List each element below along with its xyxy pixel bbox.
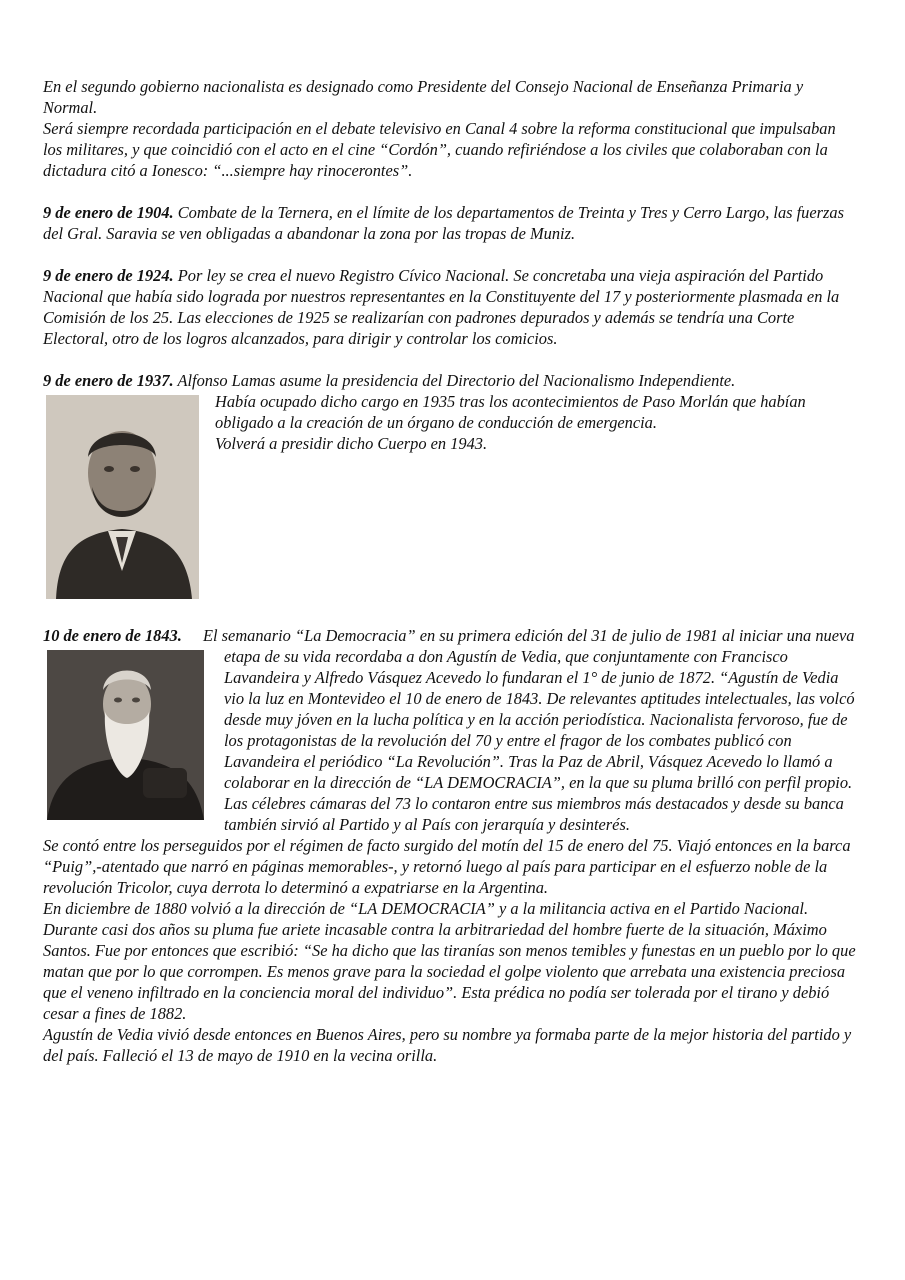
entry-text: Combate de la Ternera, en el límite de los departamentos de Treinta y Tres y Cerro Largo, las fuerzas del Gral. Saravia se ven obligadas a abandonar la zona por las tropas de Muniz. xyxy=(43,203,844,243)
entry-1843-paragraph-4: Agustín de Vedia vivió desde entonces en Buenos Aires, pero su nombre ya formaba parte de la mejor historia del partido y del país. Falleció el 13 de mayo de 1910 en la vecina orilla. xyxy=(43,1025,852,1065)
entry-1843-paragraph-3: En diciembre de 1880 volvió a la dirección de “LA DEMOCRACIA” y a la militancia activa en el Partido Nacional. Durante casi dos años su pluma fue ariete incasable contra la arbitrariedad del hombre fuerte de la situación, Máximo Santos. Fue por entonces que escribió: “Se ha dicho que las tiranías son menos temibles y funestas en un pueblo por lo que matan que por lo que corrompen. Es menos grave para la sociedad el golpe violento que arrebata una existencia preciosa que el veneno infiltrado en la conciencia moral del individuo”. Esta prédica no podía ser tolerada por el tirano y debió cesar a fines de 1882. xyxy=(43,899,856,1023)
intro-paragraph-1: En el segundo gobierno nacionalista es designado como Presidente del Consejo Nacional de Enseñanza Primaria y Normal. xyxy=(43,77,804,117)
entry-1937 xyxy=(43,370,858,391)
entry-date: 9 de enero de 1924. xyxy=(43,266,174,285)
entry-date: 9 de enero de 1904. xyxy=(43,203,174,222)
entry-text: Alfonso Lamas asume la presidencia del Directorio del Nacionalismo Independiente. xyxy=(173,371,736,390)
portrait-photo-vedia xyxy=(47,650,204,820)
portrait-photo-lamas xyxy=(46,395,199,599)
entry-1843-text: El semanario “La Democracia” en su primera edición del 31 de julio de 1981 al iniciar una nueva etapa de su vida recordaba a don Agustín de Vedia, que conjuntamente con Francisco Lavandeira y Alfredo Vásquez Acevedo lo fundaran el 1° de junio de 1872. “Agustín de Vedia vio la luz en Montevideo el 10 de enero de 1843. De relevantes aptitudes intelectuales, las volcó desde muy jóven en la lucha política y en la acción periodística. Nacionalista fervoroso, fue de los protagonistas de la revolución del 70 y entre el fragor de los combates publicó con Lavandeira el periódico “La Revolución”. Tras la Paz de Abril, Vásquez Acevedo lo llamó a colaborar en la dirección de “LA DEMOCRACIA”, en la que su pluma brilló con perfil propio. Las célebres cámaras del 73 lo contaron entre sus miembros más destacados y desde su banca también sirvió al Partido y al País con jerarquía y desinterés. xyxy=(203,626,855,834)
entry-1904 xyxy=(43,202,858,244)
entry-1937-continued: Había ocupado dicho cargo en 1935 tras los acontecimientos de Paso Morlán que habían obligado a la creación de un órgano de conducción de emergencia. xyxy=(215,392,806,432)
document-page xyxy=(43,76,858,1066)
entry-date: 9 de enero de 1937. xyxy=(43,371,174,390)
entry-date: 10 de enero de 1843. xyxy=(43,626,182,645)
portrait-image xyxy=(47,650,204,820)
entry-1937-final: Volverá a presidir dicho Cuerpo en 1943. xyxy=(215,434,488,453)
portrait-image xyxy=(46,395,199,599)
entry-text: Por ley se crea el nuevo Registro Cívico Nacional. Se concretaba una vieja aspiración del Partido Nacional que había sido lograda por nuestros representantes en la Constituyente del 17 y posteriormente plasmada en la Comisión de los 25. Las elecciones de 1925 se realizarían con padrones depurados y además se tendría una Corte Electoral, otro de los logros alcanzados, para dirigir y controlar los comicios. xyxy=(43,266,840,348)
entry-1924 xyxy=(43,265,858,349)
entry-1843-paragraph-2: Se contó entre los perseguidos por el régimen de facto surgido del motín del 15 de enero del 75. Viajó entonces en la barca “Puig”,-atentado que narró en páginas memorables-, y retornó luego al país para participar en el esfuerzo noble de la revolución Tricolor, cuya derrota lo determinó a expatriarse en la Argentina. xyxy=(43,836,851,897)
intro-paragraph-2: Será siempre recordada participación en el debate televisivo en Canal 4 sobre la reforma constitucional que impulsaban los militares, y que coincidió con el acto en el cine “Cordón”, cuando refiriéndose a los civiles que colaboraban con la dictadura citó a Ionesco: “...siempre hay rinocerontes”. xyxy=(43,119,836,180)
